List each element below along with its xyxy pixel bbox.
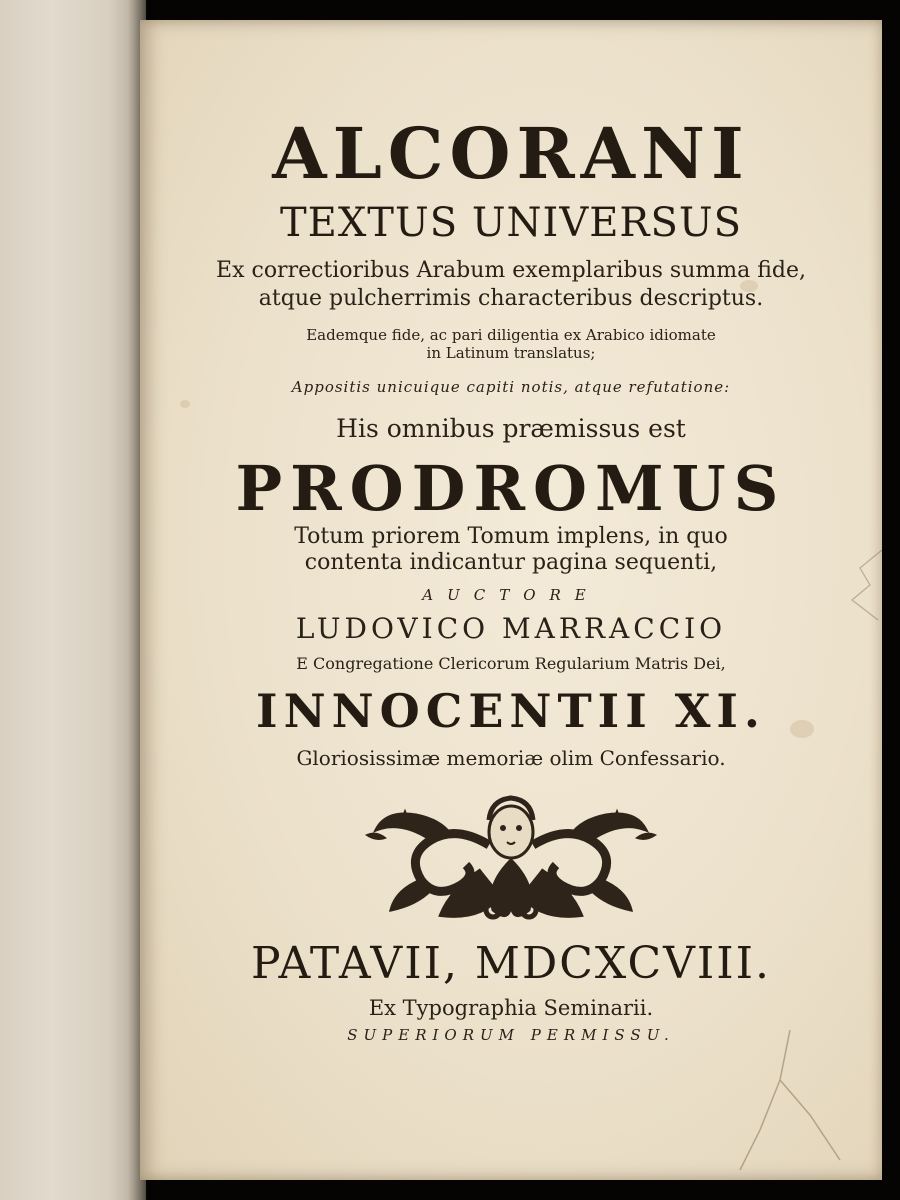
prodromus-heading: PRODROMUS [235, 452, 787, 525]
printer-line: Ex Typographia Seminarii. [368, 996, 654, 1020]
notes-line: Appositis unicuique capiti notis, atque refutatione: [291, 378, 731, 396]
contents-line-2: contenta indicantur pagina sequenti, [304, 550, 718, 575]
confessor-line: Gloriosissimæ memoriæ olim Confessario. [296, 746, 726, 770]
pope-name: INNOCENTII XI. [256, 684, 766, 738]
title-page [140, 20, 882, 1180]
description-line-2: atque pulcherrimis characteribus descriptus. [258, 286, 764, 311]
premise-line: His omnibus præmissus est [336, 414, 686, 443]
subtitle: TEXTUS UNIVERSUS [279, 200, 743, 246]
translation-line-2: in Latinum translatus; [426, 344, 596, 362]
author-name: LUDOVICO MARRACCIO [295, 612, 727, 645]
baroque-ornament-icon [361, 790, 661, 930]
congregation-line: E Congregatione Clericorum Regularium Matris Dei, [296, 654, 726, 673]
auctore-label: AUCTORE [422, 586, 600, 604]
facing-blank-leaf [0, 0, 146, 1200]
description-line-1: Ex correctioribus Arabum exemplaribus summa fide, [216, 258, 806, 283]
main-title: ALCORANI [272, 112, 750, 195]
translation-line-1: Eademque fide, ac pari diligentia ex Arabico idiomate [306, 326, 716, 344]
imprint-place-year: PATAVII, MDCXCVIII. [250, 938, 772, 989]
permission-line: SUPERIORUM PERMISSU. [347, 1026, 675, 1044]
title-page-text [140, 20, 882, 1180]
contents-line-1: Totum priorem Tomum implens, in quo [294, 524, 728, 549]
